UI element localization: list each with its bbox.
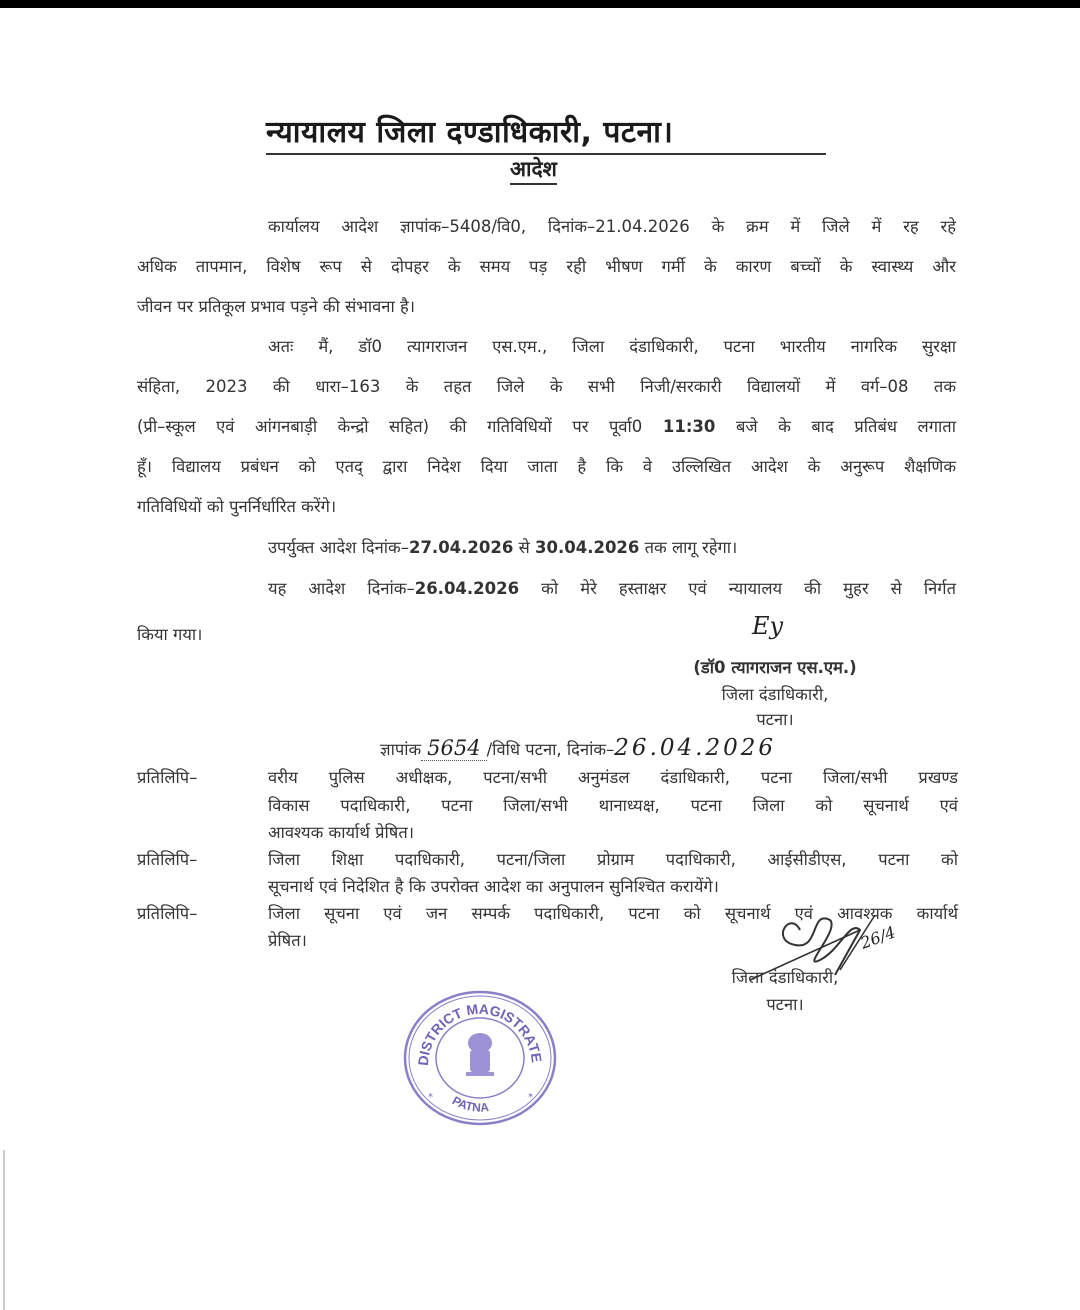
seal-star-left: * (428, 1092, 433, 1103)
copy3-line2: प्रेषित। (268, 931, 307, 950)
signature-initials: Ey (752, 612, 784, 640)
para2-line3 (137, 414, 956, 437)
copy1-line3: आवश्यक कार्यार्थ प्रेषित। (268, 823, 414, 842)
copy1-line1: वरीय पुलिस अधीक्षक, पटना/सभी अनुमंडल दंडाधिकारी, पटना जिला/सभी प्रखण्ड (268, 768, 958, 787)
para2-line2: संहिता, 2023 की धारा–163 के तहत जिले के सभी निजी/सरकारी विद्यालयों में वर्ग–08 तक (137, 377, 956, 396)
para3-post: तक लागू रहेगा। (639, 538, 738, 557)
signatory-designation: जिला दंडाधिकारी, (721, 685, 829, 704)
para3-pre: उपर्युक्त आदेश दिनांक– (268, 538, 409, 557)
emblem-icon (466, 1033, 494, 1076)
restriction-time: 11:30 (662, 417, 716, 436)
page-edge (3, 1150, 5, 1310)
signatory-place: पटना। (756, 710, 794, 729)
memo-number: 5654 (421, 736, 486, 761)
para2-line3-post: बजे के बाद प्रतिबंध लगाता (715, 417, 956, 436)
seal-top-text: DISTRICT MAGISTRATE (414, 1000, 545, 1067)
copy-label-1: प्रतिलिपि– (137, 768, 198, 787)
memo-mid: /विधि पटना, दिनांक– (486, 740, 615, 759)
para1-line2: अधिक तापमान, विशेष रूप से दोपहर के समय पड़ रही भीषण गर्मी के कारण बच्चों के स्वास्थ्य और (137, 257, 956, 276)
copy-label-2: प्रतिलिपि– (137, 850, 198, 869)
copy1-line2: विकास पदाधिकारी, पटना जिला/सभी थानाध्यक्ष, पटना जिला को सूचनार्थ एवं (268, 796, 958, 815)
para3-mid: से (513, 538, 536, 557)
para2-line1: अतः मैं, डॉ0 त्यागराजन एस.एम., जिला दंडाधिकारी, पटना भारतीय नागरिक सुरक्षा (268, 337, 956, 356)
para1-line1: कार्यालय आदेश ज्ञापांक–5408/वि0, दिनांक–21.04.2026 के क्रम में जिले में रह रहे (268, 217, 956, 236)
seal-bottom-text: PATNA (449, 1093, 490, 1115)
order-heading: आदेश (510, 155, 557, 185)
copy-label-3: प्रतिलिपि– (137, 904, 198, 923)
top-black-bar (0, 0, 1080, 8)
signature-date: 26/4 (857, 922, 899, 953)
court-title: न्यायालय जिला दण्डाधिकारी, पटना। (266, 110, 826, 155)
para1-line3: जीवन पर प्रतिकूल प्रभाव पड़ने की संभावना है। (137, 297, 415, 316)
copy2-line2: सूचनार्थ एवं निदेशित है कि उपरोक्त आदेश का अनुपालन सुनिश्चित करायेंगे। (268, 877, 719, 896)
para3 (268, 535, 737, 558)
copy2-line1: जिला शिक्षा पदाधिकारी, पटना/जिला प्रोग्राम पदाधिकारी, आईसीडीएस, पटना को (268, 850, 958, 869)
signatory-name: (डॉ0 त्यागराजन एस.एम.) (693, 658, 857, 677)
seal-star-right: * (528, 1092, 533, 1103)
memo-label: ज्ञापांक (380, 740, 422, 759)
para2-line4: हूँ। विद्यालय प्रबंधन को एतद् द्वारा निदेश दिया जाता है कि वे उल्लिखित आदेश के अनुरूप शैक्षणिक (137, 457, 956, 476)
order-date: 26.04.2026 (414, 579, 520, 598)
para4-post: को मेरे हस्ताक्षर एवं न्यायालय की मुहर से निर्गत (519, 579, 956, 598)
para2-line5: गतिविधियों को पुनर्निर्धारित करेंगे। (137, 497, 337, 516)
closing-place: पटना। (766, 995, 804, 1014)
para4-pre: यह आदेश दिनांक– (268, 579, 415, 598)
para4-line1 (268, 576, 956, 599)
effective-to-date: 30.04.2026 (535, 538, 640, 557)
para2-line3-pre: (प्री–स्कूल एवं आंगनबाड़ी केन्द्रो सहित) की गतिविधियों पर पूर्वा0 (137, 417, 663, 436)
closing-designation: जिला दंडाधिकारी, (731, 968, 839, 987)
copy3-line1: जिला सूचना एवं जन सम्पर्क पदाधिकारी, पटना को सूचनार्थ एवं आवश्यक कार्यार्थ (268, 904, 958, 923)
para4-line2: किया गया। (137, 625, 203, 644)
district-magistrate-seal (400, 988, 560, 1128)
memo-line (380, 735, 776, 761)
effective-from-date: 27.04.2026 (408, 538, 514, 557)
memo-date: 26.04.2026 (614, 735, 776, 761)
